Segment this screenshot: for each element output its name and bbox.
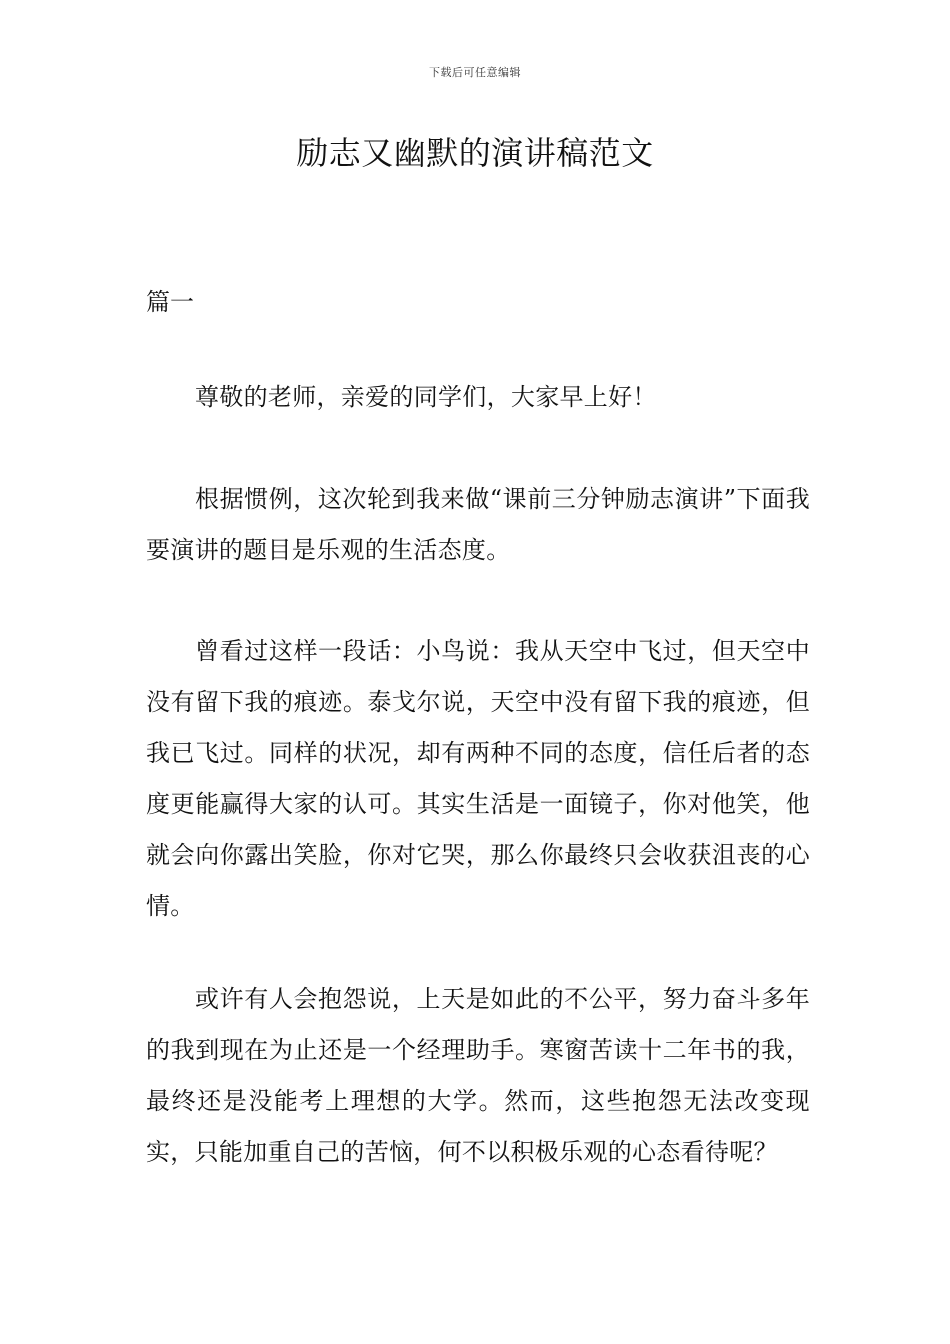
paragraph-complaints: 或许有人会抱怨说，上天是如此的不公平，努力奋斗多年的我到现在为止还是一个经理助手。寒窗苦读十二年书的我，最终还是没能考上理想的大学。然而，这些抱怨无法改变现实，只能加重自己的苦恼，何不以积极乐观的心态看待呢？ xyxy=(146,985,810,1166)
document-title: 励志又幽默的演讲稿范文 xyxy=(296,134,654,172)
section-heading: 篇一 xyxy=(146,288,194,316)
paragraph-bird-story: 曾看过这样一段话：小鸟说：我从天空中飞过，但天空中没有留下我的痕迹。泰戈尔说，天空中没有留下我的痕迹，但我已飞过。同样的状况，却有两种不同的态度，信任后者的态度更能赢得大家的认可。其实生活是一面镜子，你对他笑，他就会向你露出笑脸，你对它哭，那么你最终只会收获沮丧的心情。 xyxy=(146,637,810,920)
paragraph-greeting: 尊敬的老师，亲爱的同学们，大家早上好！ xyxy=(195,383,657,411)
page-header-note: 下载后可任意编辑 xyxy=(429,66,521,79)
paragraph-intro: 根据惯例，这次轮到我来做“课前三分钟励志演讲”下面我要演讲的题目是乐观的生活态度。 xyxy=(146,485,810,564)
